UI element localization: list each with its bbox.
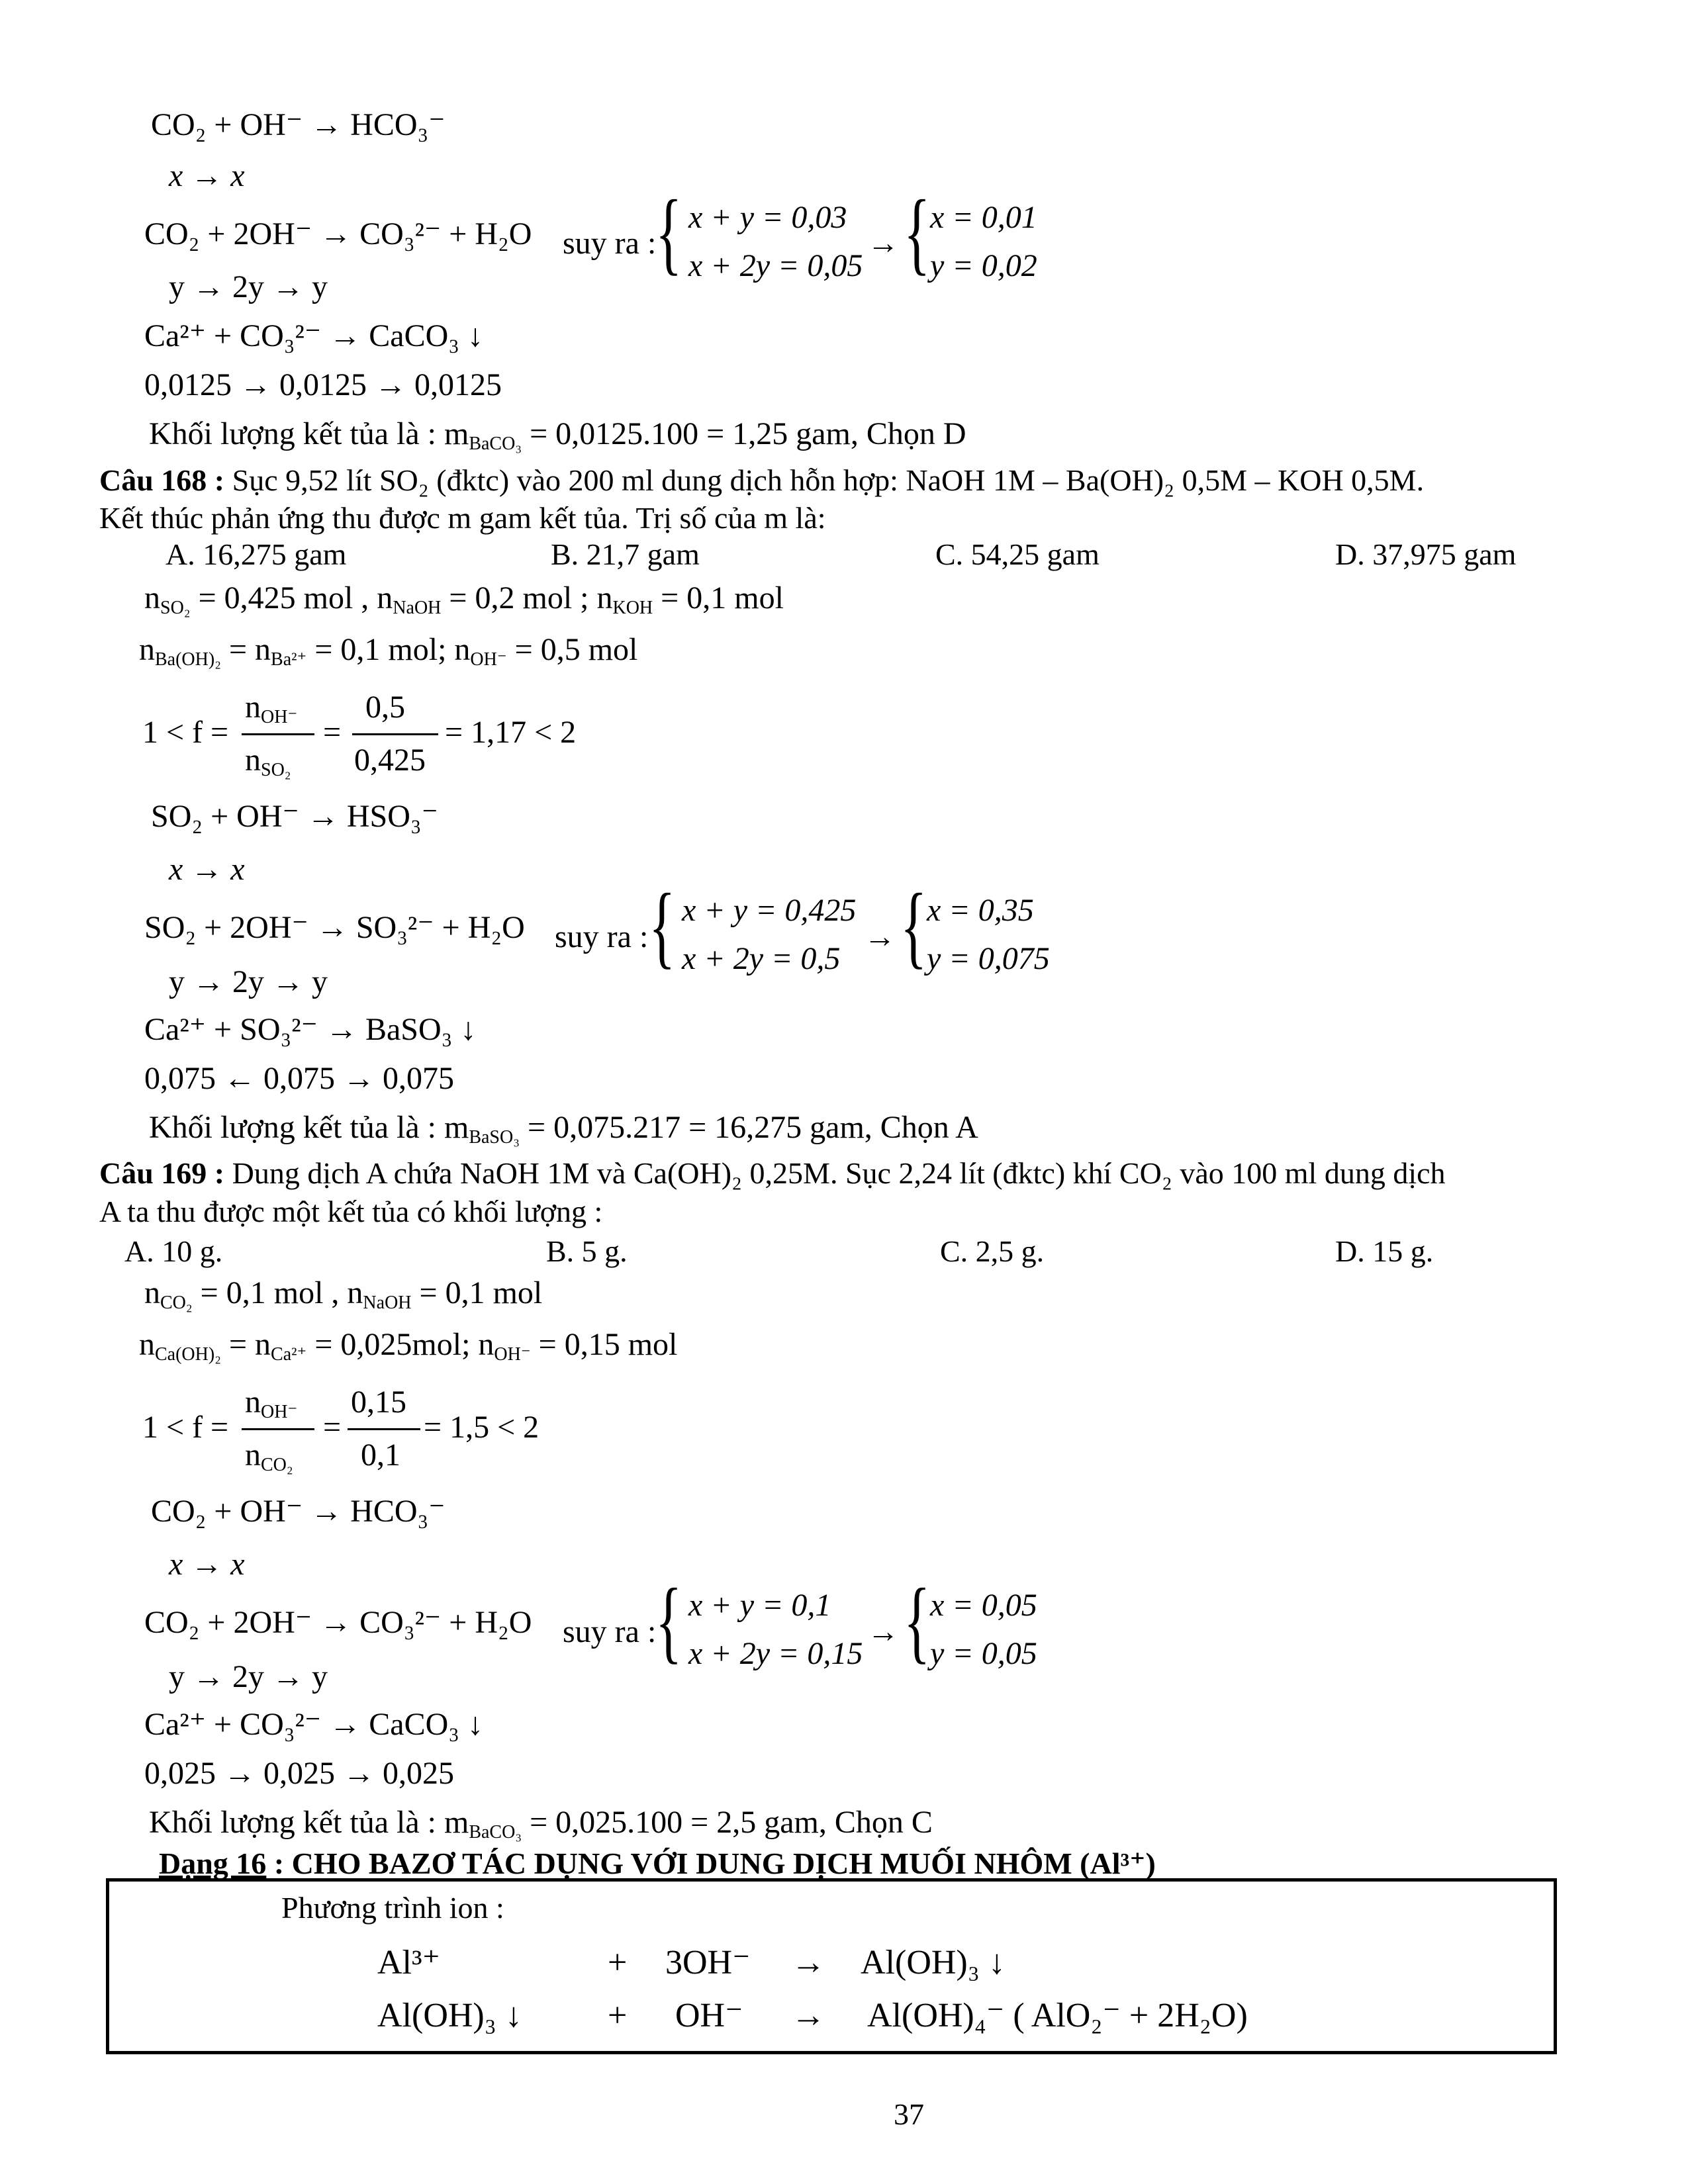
- box-reactant: Al(OH)₃ ↓: [377, 1997, 522, 2034]
- left-brace: {: [655, 1570, 682, 1672]
- system-eq: x + 2y = 0,05: [688, 248, 863, 283]
- option-c: C. 54,25 gam: [935, 537, 1100, 571]
- section-heading: Dạng 16 : CHO BAZƠ TÁC DỤNG VỚI DUNG DỊCH MUỐI NHÔM (Al³⁺): [159, 1846, 1156, 1880]
- fraction-den: $n_{CO_2}$: [245, 1437, 293, 1475]
- fraction-num: 0,15: [351, 1385, 406, 1420]
- fraction-num: $n_{OH^-}$: [245, 1385, 298, 1422]
- fraction-den: 0,1: [361, 1437, 400, 1473]
- result-line: Khối lượng kết tủa là : $m_{BaCO_3} = 0,025.100 = 2,5$ gam, Chọn C: [149, 1805, 933, 1843]
- option-a: A. 10 g.: [124, 1234, 223, 1268]
- system-eq: x + y = 0,1: [688, 1588, 831, 1623]
- solution-eq: x = 0,01: [930, 200, 1037, 235]
- stoich-line: y → 2y → y: [169, 1659, 328, 1694]
- moles-line: $n_{SO_2} = 0,425$ mol , $n_{NaOH} = 0,2$ mol ; $n_{KOH} = 0,1$ mol: [144, 580, 784, 618]
- system-eq: x + 2y = 0,15: [688, 1636, 863, 1671]
- fraction-bar: [242, 733, 314, 735]
- suy-ra-label: suy ra :: [563, 226, 657, 261]
- left-brace: {: [649, 875, 676, 978]
- stoich-line: x → x: [169, 158, 245, 193]
- system-eq: x + y = 0,425: [682, 893, 857, 928]
- stoich-line: 0,025 → 0,025 → 0,025: [144, 1756, 454, 1791]
- box-reactant: 3OH⁻: [665, 1944, 751, 1981]
- box-arrow: →: [791, 1944, 825, 1981]
- fraction-bar: [352, 733, 438, 735]
- box-reactant: Al³⁺: [377, 1944, 441, 1981]
- solution-eq: y = 0,02: [930, 248, 1037, 283]
- equals: =: [323, 715, 342, 750]
- fraction-bar: [348, 1428, 420, 1430]
- left-brace: {: [904, 1570, 931, 1672]
- solution-eq: x = 0,05: [930, 1588, 1037, 1623]
- system-eq: x + y = 0,03: [688, 200, 847, 235]
- option-b: B. 5 g.: [546, 1234, 628, 1268]
- box-heading: Phương trình ion :: [281, 1891, 504, 1925]
- equation-line: CO₂ + 2OH⁻ → CO₃²⁻ + H₂O: [144, 1605, 532, 1640]
- question-168: Câu 168 : Sục 9,52 lít SO₂ (đktc) vào 200 ml dung dịch hỗn hợp: NaOH 1M – Ba(OH)₂ 0,5M – KOH 0,5M.: [99, 463, 1425, 497]
- option-a: A. 16,275 gam: [165, 537, 347, 571]
- box-reactant: OH⁻: [675, 1997, 743, 2034]
- box-product: Al(OH)₄⁻ ( AlO₂⁻ + 2H₂O): [867, 1997, 1248, 2034]
- equals: =: [323, 1410, 342, 1445]
- option-c: C. 2,5 g.: [940, 1234, 1045, 1268]
- equation-line: CO₂ + OH⁻ → HCO₃⁻: [151, 1494, 445, 1529]
- moles-line: $n_{CO_2} = 0,1$ mol , $n_{NaOH} = 0,1$ mol: [144, 1275, 543, 1313]
- page-number: 37: [894, 2097, 924, 2131]
- equation-line: SO₂ + 2OH⁻ → SO₃²⁻ + H₂O: [144, 910, 525, 945]
- question-text: A ta thu được một kết tủa có khối lượng :: [99, 1195, 603, 1228]
- question-label: Câu 169 :: [99, 1156, 225, 1190]
- fraction-den: 0,425: [354, 743, 426, 778]
- stoich-line: 0,0125 → 0,0125 → 0,0125: [144, 367, 502, 402]
- equation-line: SO₂ + OH⁻ → HSO₃⁻: [151, 799, 438, 834]
- equation-line: Ca²⁺ + CO₃²⁻ → CaCO₃ ↓: [144, 1707, 483, 1742]
- equation-line: CO₂ + OH⁻ → HCO₃⁻: [151, 107, 445, 142]
- equation-line: Ca²⁺ + CO₃²⁻ → CaCO₃ ↓: [144, 318, 483, 353]
- left-brace: {: [655, 181, 682, 284]
- suy-ra-label: suy ra :: [563, 1614, 657, 1649]
- arrow: →: [867, 226, 899, 261]
- stoich-line: x → x: [169, 1547, 245, 1582]
- box-product: Al(OH)₃ ↓: [861, 1944, 1006, 1981]
- left-brace: {: [904, 181, 931, 284]
- arrow: →: [864, 919, 896, 954]
- equation-line: CO₂ + 2OH⁻ → CO₃²⁻ + H₂O: [144, 216, 532, 251]
- solution-eq: x = 0,35: [927, 893, 1034, 928]
- box-arrow: →: [791, 1997, 825, 2034]
- solution-eq: y = 0,05: [930, 1636, 1037, 1671]
- box-plus: +: [608, 1944, 628, 1981]
- stoich-line: x → x: [169, 852, 245, 887]
- system-eq: x + 2y = 0,5: [682, 941, 841, 976]
- moles-line: $n_{Ba(OH)_2} = n_{Ba^{2+}} = 0,1$ mol; $n_{OH^-} = 0,5$ mol: [139, 632, 638, 670]
- ratio-right: = 1,17 < 2: [445, 715, 577, 750]
- option-d: D. 15 g.: [1335, 1234, 1434, 1268]
- ratio-left: 1 < f =: [142, 715, 229, 750]
- fraction-num: $n_{OH^-}$: [245, 690, 298, 727]
- box-plus: +: [608, 1997, 628, 2034]
- suy-ra-label: suy ra :: [555, 919, 649, 954]
- ratio-left: 1 < f =: [142, 1410, 229, 1445]
- ratio-right: = 1,5 < 2: [424, 1410, 539, 1445]
- left-brace: {: [900, 875, 927, 978]
- section-label: Dạng 16: [159, 1846, 267, 1880]
- fraction-bar: [242, 1428, 314, 1430]
- option-d: D. 37,975 gam: [1335, 537, 1517, 571]
- moles-line: $n_{Ca(OH)_2} = n_{Ca^{2+}} = 0,025mol$; $n_{OH^-} = 0,15$ mol: [139, 1327, 678, 1365]
- arrow: →: [867, 1614, 899, 1649]
- result-line: Khối lượng kết tủa là : $m_{BaCO_3} = 0,0125.100 = 1,25$ gam, Chọn D: [149, 416, 966, 454]
- question-169: Câu 169 : Dung dịch A chứa NaOH 1M và Ca(OH)₂ 0,25M. Sục 2,24 lít (đktc) khí CO₂ vào 100 ml dung dịch: [99, 1156, 1446, 1190]
- fraction-num: 0,5: [365, 690, 405, 725]
- result-line: Khối lượng kết tủa là : $m_{BaSO_3} = 0,075.217 = 16,275$ gam, Chọn A: [149, 1110, 978, 1148]
- stoich-line: y → 2y → y: [169, 964, 328, 999]
- solution-eq: y = 0,075: [927, 941, 1050, 976]
- stoich-line: 0,075 ← 0,075 → 0,075: [144, 1061, 454, 1096]
- question-label: Câu 168 :: [99, 463, 225, 497]
- stoich-line: y → 2y → y: [169, 269, 328, 304]
- question-text: Kết thúc phản ứng thu được m gam kết tủa. Trị số của m là:: [99, 501, 826, 535]
- option-b: B. 21,7 gam: [551, 537, 700, 571]
- fraction-den: $n_{SO_2}$: [245, 743, 291, 780]
- equation-line: Ca²⁺ + SO₃²⁻ → BaSO₃ ↓: [144, 1012, 477, 1047]
